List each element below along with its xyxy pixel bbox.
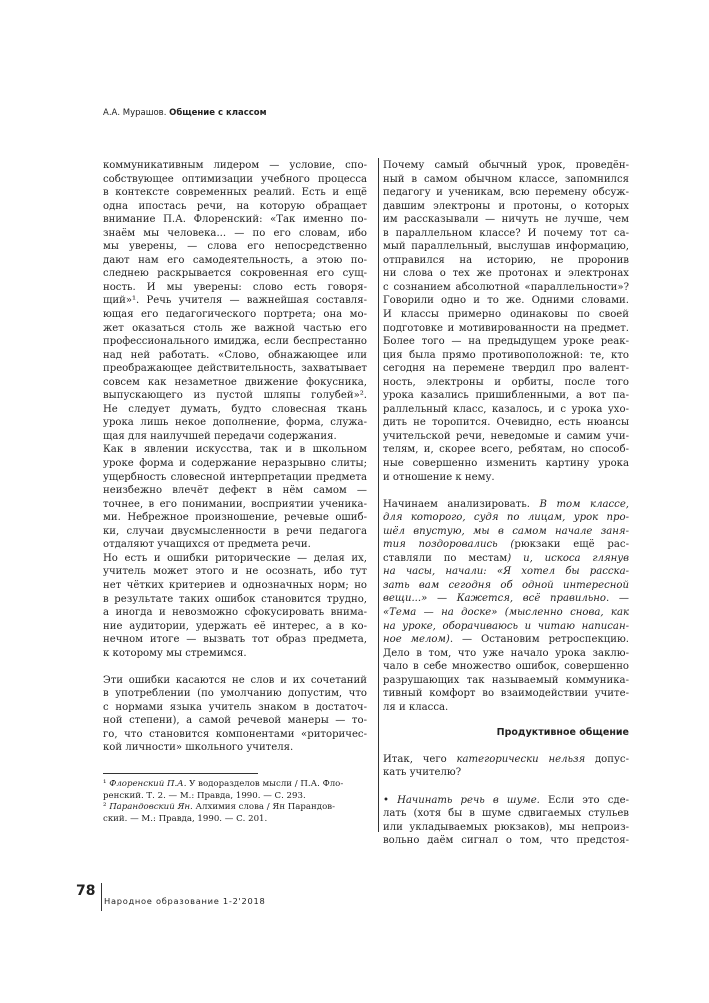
left-column	[103, 159, 367, 755]
left-column-line: щий»¹. Речь учителя — важнейшая составля-	[103, 295, 367, 307]
right-column-line: ни слова о тех же протонах и электронах	[383, 268, 629, 280]
footnote-divider	[103, 773, 258, 774]
right-column-line: учительской речи, неведомые и самим учи-	[383, 430, 629, 442]
right-column-line: или укладываемых рюкзаков), мы непроиз-	[383, 821, 629, 833]
left-column-line: а иногда и невозможно сфокусировать внима-	[103, 607, 367, 619]
right-column-line: тивный комфорт во взаимодействии учите-	[383, 688, 629, 700]
left-column-line: ми. Небрежное произношение, речевые ошиб-	[103, 512, 367, 524]
right-column-line: мый параллельный, выслушав информацию,	[383, 241, 629, 253]
right-column-line: сегодня на перемене твердил про валент-	[383, 363, 629, 375]
right-column-line: урока казались пришибленными, а вот па-	[383, 390, 629, 402]
right-column-line: дить не торопится. Очевидно, есть нюансы	[383, 417, 629, 429]
left-column-line: мы уверены, — слова его непосредственно	[103, 241, 367, 253]
right-column-line: шёл впустую, мы в самом начале заня-	[383, 525, 629, 537]
left-column-line: Но есть и ошибки риторические — делая их,	[103, 552, 367, 564]
left-column-line: Не следует думать, будто словесная ткань	[103, 403, 367, 415]
right-column-line: подготовке и мотивированности на предмет.	[383, 322, 629, 334]
left-column-line: в контексте современных реалий. Есть и ещё	[103, 187, 367, 199]
right-column-line: разрушающих так называемый коммуника-	[383, 674, 629, 686]
right-column-line: вещи...» — Кажется, всё правильно. —	[383, 593, 629, 605]
left-column-line: к которому мы стремимся.	[103, 647, 247, 659]
left-column-line: следнею раскрывается сокровенная его сущ-	[103, 268, 367, 280]
right-column-line: зать вам сегодня об одной интересной	[383, 579, 629, 591]
left-column-line: Как в явлении искусства, так и в школьном	[103, 444, 367, 456]
left-column-line: ки, случаи двусмысленности в речи педагога	[103, 525, 367, 537]
left-column-line: профессионального имиджа, если беспрестанно	[103, 336, 367, 348]
right-column-line: ность, электроны и орбиты, после того	[383, 376, 629, 388]
right-column-line: «Тема — на доске» (мысленно снова, как	[383, 607, 629, 618]
right-column-line: ный в самом обычном классе, запомнился	[383, 173, 629, 185]
right-column-line: вольно даём сигнал о том, что предстоя-	[383, 835, 629, 847]
right-column-line: Почему самый обычный урок, проведён-	[383, 160, 629, 171]
left-column-line: в результате таких ошибок становится трудно,	[103, 593, 367, 605]
author-name: А.А. Мурашов.	[103, 108, 167, 118]
left-column-line: Эти ошибки касаются не слов и их сочетаний	[103, 674, 367, 686]
left-column-line: выпускающего из пустой шляпы голубей»².	[103, 390, 367, 402]
left-column-line: учитель может этого и не осознать, ибо тут	[103, 566, 367, 578]
right-column-line: на часы, начали: «Я хотел бы расска-	[383, 566, 629, 578]
left-column-line: дают нам его самодеятельность, а этою по-	[103, 254, 367, 266]
right-column-line: Начинаем анализировать. В том классе,	[383, 498, 629, 510]
right-column-line: ля и класса.	[383, 701, 449, 713]
right-column-line: раллельный класс, казалось, и с урока ухо-	[383, 403, 629, 415]
right-column-line: тия поздоровались (рюкзаки ещё рас-	[383, 539, 629, 551]
right-column-line: ное мелом). — Остановим ретроспекцию.	[383, 634, 629, 646]
left-column-line: жет оказаться столь же важной частью его	[103, 322, 367, 334]
right-column-line: И классы примерно одинаковы по своей	[383, 309, 629, 321]
left-column-line: уроке форма и содержание неразрывно слиты;	[103, 458, 367, 470]
right-column-line: Дело в том, что уже начало урока заклю-	[383, 647, 629, 659]
left-column-line: преображающее действительность, захватывает	[103, 363, 367, 375]
section-heading: Продуктивное общение	[496, 727, 629, 739]
right-column-line: ставляли по местам) и, искоса глянув	[383, 552, 630, 564]
right-column-line: им рассказывали — ничуть не лучше, чем	[383, 214, 629, 226]
left-column-line: ние аудитории, удержать её интерес, а в ко-	[103, 620, 367, 632]
right-column-line: давшим электроны и протоны, о которых	[383, 200, 629, 212]
left-column-line: отдаляют учащихся от предмета речи.	[103, 539, 311, 551]
left-column-line: над ней работать. «Слово, обнажающее или	[103, 349, 367, 361]
right-column-line: Итак, чего категорически нельзя допус-	[383, 753, 629, 765]
right-column-line: • Начинать речь в шуме. Если это сде-	[383, 794, 629, 806]
left-column-line: ной степени), а самой речевой манеры — то-	[103, 715, 367, 727]
right-column-line: для которого, судя по лицам, урок про-	[383, 512, 629, 524]
left-column-line: кой личности» школьного учителя.	[103, 742, 294, 754]
right-column-line: чало в себе множество ошибок, совершенно	[383, 661, 629, 673]
right-column-line: отправился на историю, не проронив	[383, 254, 629, 266]
right-column-line: телям, и, скорее всего, ребятам, но способ-	[383, 444, 629, 456]
left-column-line: совсем как незаметное движение фокусника,	[103, 376, 367, 388]
right-column-text	[383, 159, 629, 714]
left-column-line: щая для наилучшей передачи содержания.	[103, 430, 337, 442]
left-column-line: одна ипостась речи, на которую обращает	[103, 200, 367, 212]
article-title: Общение с классом	[169, 108, 267, 118]
footnotes	[103, 779, 367, 825]
right-column-line: в параллельном классе? И почему тот са-	[383, 227, 629, 239]
right-column	[383, 159, 629, 848]
footnote: ² Парандовский Ян. Алхимия слова / Ян Парандов- ский. — М.: Правда, 1990. — С. 201.	[103, 802, 335, 824]
left-column-line: го, что становится компонентами «риторичес-	[103, 728, 367, 740]
running-head	[103, 108, 267, 118]
left-column-line: урока лишь некое дополнение, форма, служа-	[103, 417, 367, 429]
left-column-line: неизбежно влечёт дефект в нём самом —	[103, 485, 367, 497]
left-column-line: собствующее оптимизации учебного процесса	[103, 173, 367, 185]
right-column-line: на уроке, оборачиваюсь и читаю написан-	[383, 620, 629, 632]
left-column-line: внимание П.А. Флоренский: «Так именно по-	[103, 214, 367, 226]
right-column-line: лать (хотя бы в шуме сдвигаемых стульев	[383, 808, 629, 820]
left-column-line: с нормами языка учитель знаком в достаточ-	[103, 701, 367, 713]
left-column-line: ющая его педагогического портрета; она мо-	[103, 309, 367, 321]
left-column-line: знаём мы человека... — по его словам, ибо	[103, 227, 367, 239]
left-column-line: ность. И мы уверены: слово есть говоря-	[103, 281, 367, 293]
right-column-line: Более того — на предыдущем уроке реак-	[383, 336, 629, 348]
journal-name: Народное образование 1-2'2018	[104, 896, 266, 906]
right-column-line: ные совершенно изменить картину урока	[383, 458, 629, 470]
page-number: 78	[76, 883, 96, 899]
right-column-line: с сознанием абсолютной «параллельности»?	[383, 281, 629, 293]
right-column-line: ция была прямо противоположной: те, кто	[383, 349, 629, 361]
right-column-line: педагогу и ученикам, всю перемену обсуж-	[383, 187, 629, 199]
left-column-line: в употреблении (по умолчанию допустим, что	[103, 688, 367, 700]
footer-divider	[101, 883, 102, 911]
left-column-line: нечном итоге — вызвать тот образ предмета,	[103, 634, 367, 646]
footnote: ¹ Флоренский П.А. У водоразделов мысли / П.А. Фло- ренский. Т. 2. — М.: Правда, 1990. — С. 293.	[103, 779, 344, 801]
right-column-text-continued	[383, 753, 629, 848]
right-column-line: и отношение к нему.	[383, 471, 495, 483]
left-column-line: точнее, в его понимании, восприятии ученика-	[103, 498, 367, 510]
column-divider	[378, 158, 379, 832]
left-column-line: коммуникативным лидером — условие, спо-	[103, 160, 367, 171]
left-column-line: нет чётких критериев и однозначных норм; но	[103, 579, 367, 591]
left-column-line: ущербность словесной интерпретации предмета	[103, 471, 367, 483]
right-column-line: кать учителю?	[383, 767, 462, 779]
right-column-line: Говорили одно и то же. Одними словами.	[383, 295, 629, 307]
